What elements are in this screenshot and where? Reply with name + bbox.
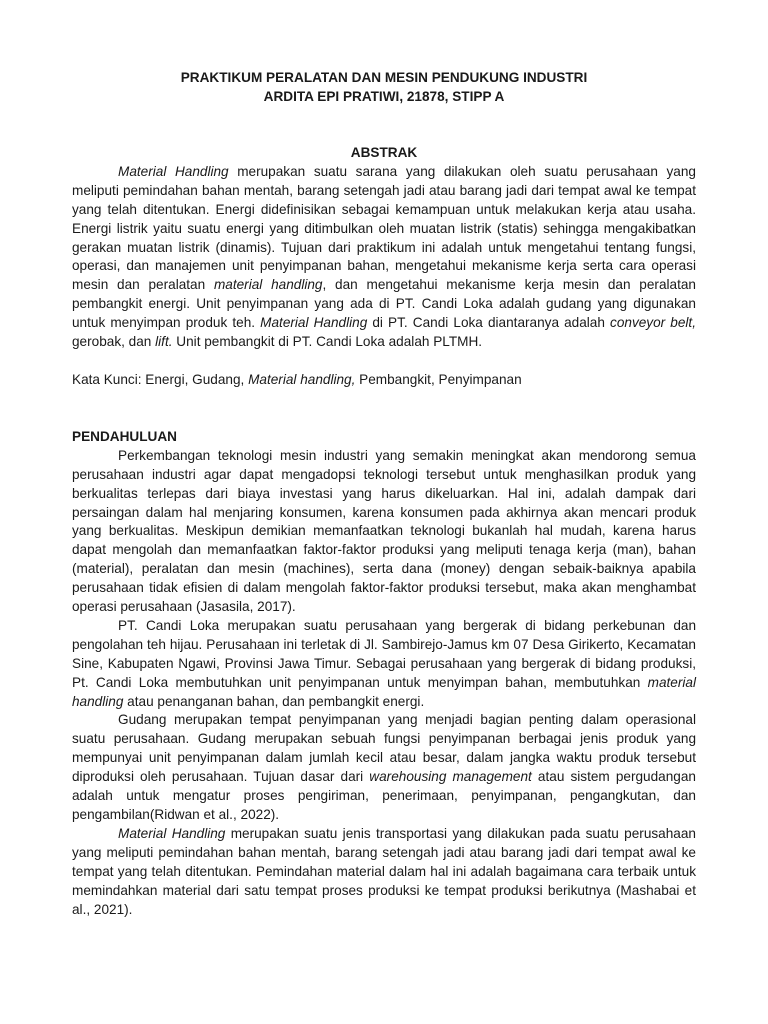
abstract-term: conveyor belt, xyxy=(610,315,696,331)
pendahuluan-paragraph-2 xyxy=(72,617,696,712)
abstract-text: , dan mengetahui mekanisme kerja mesin dan peralatan pembangkit energi. Unit penyimpanan yang ada di PT. Candi Loka adalah gudang yang digunakan untuk menyimpan produk teh. xyxy=(72,277,696,331)
pendahuluan-paragraph-4 xyxy=(72,825,696,920)
abstract-text: di PT. Candi Loka diantaranya adalah xyxy=(367,315,611,331)
paragraph-text: Gudang merupakan tempat penyimpanan yang menjadi bagian penting dalam operasional suatu perusahaan. Gudang merupakan sebuah fungsi penyimpanan berbagai jenis produk yang mempunyai unit penyimpanan dalam jumlah kecil atau besar, dalam jangka waktu produk tersebut diproduksi oleh perusahaan. Tujuan dasar dari xyxy=(72,712,696,785)
paragraph-text: PT. Candi Loka merupakan suatu perusahaan yang bergerak di bidang perkebunan dan pengolahan teh hijau. Perusahaan ini terletak di Jl. Sambirejo-Jamus km 07 Desa Girikerto, Kecamatan Sine, Kabupaten Ngawi, Provinsi Jawa Timur. Sebagai perusahaan yang bergerak di bidang produksi, Pt. Candi Loka membutuhkan unit penyimpanan untuk menyimpan bahan, membutuhkan xyxy=(72,617,696,690)
abstract-term: Material Handling xyxy=(118,163,229,179)
keywords-term: Material handling, xyxy=(248,371,356,387)
paragraph-term: warehousing management xyxy=(369,769,532,785)
abstract-text: gerobak, dan xyxy=(72,334,156,350)
abstract-heading: ABSTRAK xyxy=(350,145,418,160)
pendahuluan-paragraph-1: Perkembangan teknologi mesin industri yang semakin meningkat akan mendorong semua perusahaan industri agar dapat mengadopsi teknologi tersebut untuk menghasilkan produk yang berkualitas terlepas dari biaya investasi yang harus dikeluarkan. Hal ini, adalah dampak dari persaingan dalam hal menjaring konsumen, karena konsumen pada akhirnya akan mencari produk yang berkualitas. Meskipun demikian memanfaatkan teknologi bukanlah hal mudah, karena harus dapat mengolah dan memanfaatkan faktor-faktor produksi yang meliputi tenaga kerja (man), bahan (material), peralatan dan mesin (machines), serta dana (money) dengan sebaik-baiknya apabila perusahaan tidak efisien di dalam mengolah faktor-faktor produksi tersebut, maka akan menghambat operasi perusahaan (Jasasila, 2017). xyxy=(72,447,696,615)
abstract-text: Unit pembangkit di PT. Candi Loka adalah PLTMH. xyxy=(172,334,483,350)
abstract-text: merupakan suatu sarana yang dilakukan oleh suatu perusahaan yang meliputi pemindahan bahan mentah, barang setengah jadi atau barang jadi dari tempat awal ke tempat yang telah ditentukan. Energi didefinisikan sebagai kemampuan untuk melakukan kerja atau usaha. Energi listrik yaitu suatu energi yang ditimbulkan oleh muatan listrik (statis) sehingga mengakibatkan gerakan muatan listrik (dinamis). Tujuan dari praktikum ini adalah untuk mengetahui tentang fungsi, operasi, dan manajemen unit penyimpanan bahan, mengetahui mekanisme kerja serta cara operasi mesin dan peralatan xyxy=(72,163,696,293)
document-page xyxy=(72,68,696,919)
keywords-text: Pembangkit, Penyimpanan xyxy=(355,371,522,387)
abstract-paragraph xyxy=(72,163,696,352)
pendahuluan-paragraph-3 xyxy=(72,711,696,824)
abstract-term: Material Handling xyxy=(260,315,368,331)
document-title: PRAKTIKUM PERALATAN DAN MESIN PENDUKUNG INDUSTRI xyxy=(180,70,588,85)
paragraph-text: atau penanganan bahan, dan pembangkit energi. xyxy=(123,693,425,709)
section-heading-pendahuluan: PENDAHULUAN xyxy=(72,428,177,444)
paragraph-text: merupakan suatu jenis transportasi yang dilakukan pada suatu perusahaan yang meliputi pemindahan bahan mentah, barang setengah jadi atau barang jadi dari tempat awal ke tempat yang telah ditentukan. Pemindahan material dalam hal ini adalah bagaimana cara terbaik untuk memindahkan material dari satu tempat proses produksi ke tempat produksi berikutnya (Mashabai et al., 2021). xyxy=(72,825,696,917)
author-line: ARDITA EPI PRATIWI, 21878, STIPP A xyxy=(263,89,505,104)
keywords-line xyxy=(72,371,696,390)
paragraph-text: atau sistem pergudangan adalah untuk mengatur proses pengiriman, penerimaan, penyimpanan, pengangkutan, dan pengambilan(Ridwan et al., 2022). xyxy=(72,769,696,822)
paragraph-term: material handling xyxy=(72,674,696,709)
paragraph-term: Material Handling xyxy=(118,825,226,841)
abstract-term: lift. xyxy=(155,334,173,350)
abstract-term: material handling xyxy=(213,277,323,293)
keywords-text: Kata Kunci: Energi, Gudang, xyxy=(72,371,249,387)
